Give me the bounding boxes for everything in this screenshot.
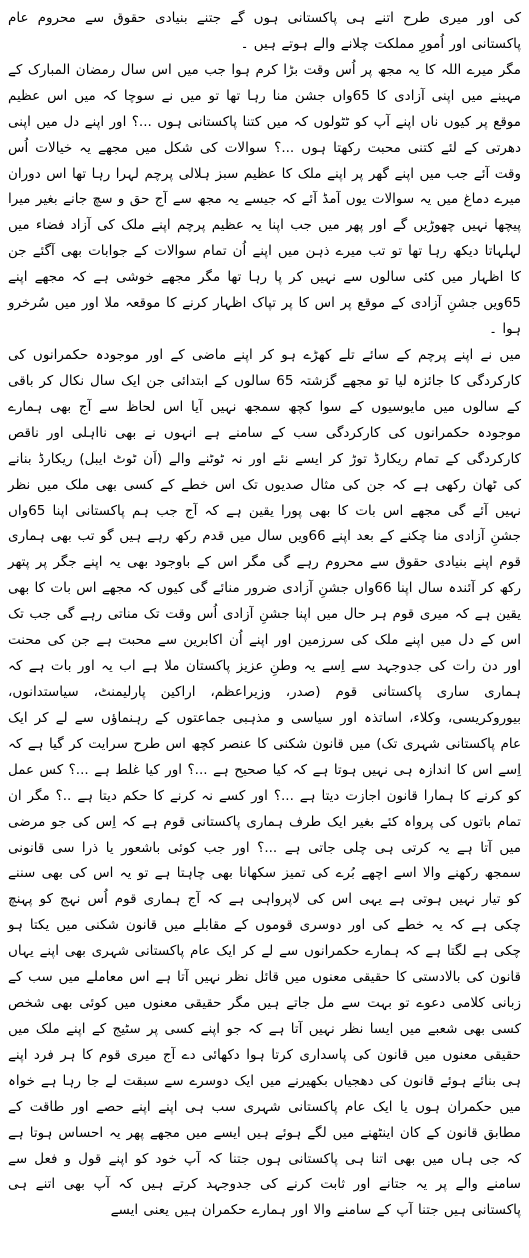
article-paragraph-1: کی اور میری طرح اتنے ہی پاکستانی ہوں گے جتنے بنیادی حقوق سے محروم عام پاکستانی اور اُمورِ مملکت چلانے والے ہوتے ہیں ۔ bbox=[8, 10, 521, 52]
article-paragraph-2: مگر میرے اللہ کا یہ مجھ پر اُس وقت بڑا کرم ہوا جب میں اس سال رمضان المبارک کے مہینے میں اپنی آزادی کا 65واں جشن منا رہا تھا تو میں نے سوچا کہ میں اس عظیم موقع پر کیوں ناں اپنے آپ کو ٹٹولوں کہ میں کتنا پاکستانی ہوں ...؟ اور اپنے دل میں اپنی دھرتی کے لئے کتنی محبت رکھتا ہوں ...؟ سوالات کی شکل میں مجھے یہ خیالات اُس وقت آئے جب میں اپنے گھر پر اپنے ملک کا عظیم سبز ہلالی پرچم لہرا رہا تھا اس دوران میرے دماغ میں یہ سوالات یوں آمڈ آئے کہ جیسے یہ مجھ سے آج حق و سچ جانے بغیر میرا پیچھا نہیں چھوڑیں گے اور پھر میں جب اپنا یہ عظیم پرچم اپنے ملک کی آزاد فضاء میں لہلہاتا دیکھ رہا تھا تو تب میرے ذہن میں اپنے اُن تمام سوالات کے جوابات بھی آگئے جن کا اظہار میں کئی سالوں سے نہیں کر پا رہا تھا مگر مجھے خوشی ہے کہ مجھے اپنے 65ویں جشنِ آزادی کے موقع پر اس کا پر تپاک اظہار کرنے کا موقعہ ملا اور میں سُرخرو ہوا ۔ bbox=[8, 61, 521, 338]
article-paragraph-3: میں نے اپنے پرچم کے سائے تلے کھڑے ہو کر اپنے ماضی کے اور موجودہ حکمرانوں کی کارکردگی کا جائزہ لیا تو مجھے گزشتہ 65 سالوں کے ابتدائی جن ایک سال نکال کر باقی کے سالوں میں مایوسیوں کے سوا کچھ سمجھ نہیں آیا اس لحاظ سے آج بھی ہمارے موجودہ حکمرانوں کی کارکردگی سب کے سامنے ہے انہوں نے بھی نااہلی اور ناقص کارکردگی کے تمام ریکارڈ توڑ کر ایسے نئے اور نہ ٹوٹنے والے (اَن ٹوٹ ایبل) ریکارڈ بنانے کی ٹھان رکھی ہے کہ جن کی مثال صدیوں تک اس خطے کے کسی بھی ملک میں نظر نہیں آئے گی مجھے اس بات کا بھی پورا یقین ہے کہ آج جب ہم پاکستانی اپنا 65واں جشنِ آزادی منا چکنے کے بعد اپنے 66ویں سال میں قدم رکھ رہے ہیں گو تب بھی ہماری قوم اپنے بنیادی حقوق سے محروم رہے گی مگر اس کے باوجود بھی یہ اپنے جگر پر پتھر رکھ کر آئندہ سال اپنا 66واں جشنِ آزادی ضرور منائے گی کیوں کہ مجھے اس بات کا بھی یقین ہے کہ میری قوم ہر حال میں اپنا جشنِ آزادی اُس وقت تک مناتی رہے گی جب تک اس کے دل میں اپنے ملک کی سرزمین اور اپنے اُن اکابرین سے محبت ہے جن کی محنت اور دن رات کی جدوجہد سے اِسے یہ وطنِ عزیز پاکستان ملا ہے اب یہ اور بات ہے کہ ہماری ساری پاکستانی قوم (صدر، وزیراعظم، اراکین پارلیمنٹ، سیاستدانوں، بیوروکریسی، وکلاء، اساتذہ اور سیاسی و مذہبی جماعتوں کے رہنماؤں سے لے کر ایک عام پاکستانی شہری تک) میں قانون شکنی کا عنصر کچھ اس طرح سرایت کر گیا ہے کہ اِسے اس کا اندازہ ہی نہیں ہوتا ہے کہ کیا صحیح ہے ...؟ اور کیا غلط ہے ...؟ کس عمل کو کرنے کا ہمارا قانون اجازت دیتا ہے ...؟ اور کسے نہ کرنے کا حکم دیتا ہے ..؟ مگر ان تمام باتوں کی پرواہ کئے بغیر ایک طرف ہماری پاکستانی قوم ہے کہ اِس کی جو مرضی میں آتا ہے یہ کرتی ہی چلی جاتی ہے ...؟ اور جب کوئی باشعور یا ذرا سی قانونی سمجھ رکھنے والا اسے اچھے بُرے کی تمیز سکھانا بھی چاہتا ہے تو یہ اس کی بھی سننے کو تیار نہیں ہوتی ہے یہی اس کی لاپرواہی ہے کہ آج ہماری قوم اُس نہج کو پہنچ چکی ہے کہ یہ خطے کی اور دوسری قوموں کے مقابلے میں قانون شکنی میں یکتا ہو چکی ہے لگتا ہے کہ ہمارے حکمرانوں سے لے کر ایک عام پاکستانی شہری بھی اپنے یہاں قانون کی بالادستی کا حقیقی معنوں میں قائل نظر نہیں آتا ہے اس معاملے میں سب کے زبانی کلامی دعوے تو بہت سے مل جاتے ہیں مگر حقیقی معنوں میں کوئی بھی شخص کسی بھی شعبے میں ایسا نظر نہیں آتا ہے کہ جو اپنے کسی پر سٹیج کے اپنے ملک میں حقیقی معنوں میں قانون کی پاسداری کرتا ہوا دکھائی دے آج میری قوم کا ہر فرد اپنے ہی بنائے ہوئے قانون کی دھجیاں بکھیرنے میں ایک دوسرے سے سبقت لے جا رہا ہے خواہ میں حکمران ہوں یا ایک عام پاکستانی شہری سب ہی اپنے اپنے حصے اور طاقت کے مطابق قانون کے کان اینٹھنے میں لگے ہوئے ہیں ایسے میں مجھے پھر یہ احساس ہوتا ہے کہ جی ہاں میں بھی اتنا ہی پاکستانی ہوں جتنا کہ آپ خود کو اپنے قول و فعل سے سامنے والے پر یہ جتانے اور ثابت کرنے کی جدوجہد کرتے ہیں کہ آپ بھی اتنے ہی پاکستانی ہیں جتنا آپ کے سامنے والا اور ہمارے حکمران ہیں یعنی ایسے bbox=[8, 346, 521, 1219]
